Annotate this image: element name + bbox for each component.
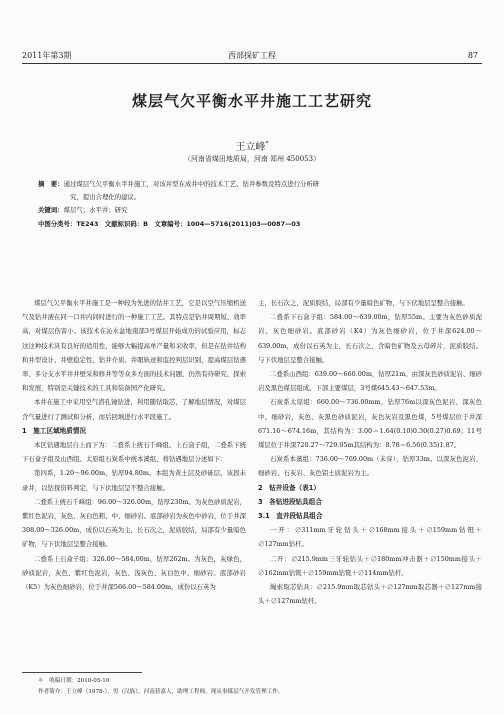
author-footnote-mark: * — [265, 140, 269, 148]
classification-line — [38, 218, 464, 231]
body-column-right — [258, 296, 482, 608]
section-heading: 2 钻井设备（表1） — [258, 483, 320, 492]
body-paragraph: 第四系，1.20～96.00m，钻厚94.80m。本组为黄土层及砂砾层，该段未录井，以钻探资料判定，与下伏地层呈不整合接触。 — [22, 469, 246, 492]
running-header — [22, 49, 482, 63]
body-paragraph: 二叠系上石盒子组：326.00～584.00m，钻厚262m。为灰色，灰绿色，砂质泥岩，灰色、紫红色泥岩，灰色、浅灰色、灰白色中、细砂岩。底部砂岩（K5）为灰色细砂岩，位于井深566.00～584.00m，成份以石英为 — [22, 554, 246, 592]
journal-name: 西部探矿工程 — [228, 51, 276, 60]
body-paragraph: 主，长石次之，泥质胶结，局部有少量暗色矿物，与下伏地层呈整合接触。 — [258, 299, 469, 307]
abstract-label: 摘 要： — [38, 180, 64, 188]
abstract-line-1 — [38, 178, 464, 191]
abstract-text-1: 通过煤层气欠平衡水平井施工，对该井型在成井中的技术工艺、钻井参数及特点进行分析研 — [63, 180, 320, 188]
body-paragraph: 二开：∅215.9mm三牙轮钻头＋∅180mm冲击器＋∅150mm接头＋∅162mm钻铤＋∅159mm钻铤＋∅114mm钻杆。 — [258, 554, 482, 577]
body-column-left — [22, 296, 246, 594]
keywords-text: 煤层气；水平井；研究 — [63, 206, 128, 214]
abstract-line-2: 究，提出合理化的建议。 — [70, 193, 141, 201]
body-paragraph: 绳索取芯钻具：∅215.9mm取芯钻头＋∅127mm取芯器＋∅127mm接头＋∅127mm钻杆。 — [258, 583, 482, 606]
body-paragraph: 二叠系下石盒子组：584.00～639.00m，钻厚55m。主要为灰色砂质泥岩、灰色细砂岩。底部砂岩（K4）为灰色细砂岩，位于井深624.00～639.00m，成份以石英为主，长石次之，含暗色矿物及云母碎片，泥质胶结。与下伏地层呈整合接触。 — [258, 313, 482, 364]
body-paragraph: 石炭系太原组：660.00～736.00mm，钻厚76m以深灰色泥岩、深灰色中、细砂岩，灰色、灰黑色砂质泥岩，灰色灰岩及黑色煤，5号煤层位于井深671.16～674.16m，其结构为：3.00＝1.64(0.10)0.30(0.27)0.69；11号煤层位于井深720.27～729.05m其结构为：8.78＝6.56(0.35)1.87。 — [258, 398, 482, 450]
keywords-line — [38, 204, 464, 217]
body-paragraph: 石炭系本溪组：736.00～769.00m（未穿），钻厚33m。以深灰色泥岩、细砂岩、石灰岩、灰色铝土质泥岩为主。 — [258, 455, 482, 478]
body-paragraph: 二叠系山西组：639.00～660.00m，钻厚21m。由深灰色砂质泥岩、细砂岩及黑色煤层组成。下部主要煤层，3号煤645.43～647.53m。 — [258, 370, 482, 393]
classification-text: 中图分类号：TE243 文献标识码：B 文章编号：1004—5716(2011)03—0087—03 — [38, 220, 301, 228]
body-paragraph: 煤层气欠平衡水平井施工是一种较为先进的钻井工艺，它是以空气压缩机送气及钻井液在同一口井内同时进行的一种施工工艺。其特点是钻井周期短、效率高，对煤层伤害小。该技术在沁水盆地南部3号煤层开始成功的试验应用，标志这这种技术具有良好的适用性，能够大幅提高单产量和采收率，但是在钻井结构和井型设计、井壁稳定性、钻井介质、井眼轨迹和监控判层识别、提高煤层钻遇率、多分支水平井井壁采和修井等等众多方面的技术问题，仍然有待研究、探索和发展，特别是关键技术的工具和装备国产化研究。 — [22, 299, 246, 393]
body-paragraph: 一开：∅311mm牙轮钻头＋∅168mm接头＋∅159mm钻铤＋∅127mm钻杆。 — [258, 526, 482, 549]
section-heading: 3 各钻进段钻具组合 — [258, 497, 322, 506]
footnote-author-bio: 作者简介：王立峰（1978-），男（汉族），河南获嘉人，助理工程师，现从事煤层气开发管理工作。 — [38, 689, 284, 695]
body-paragraph: 二叠系上统石千峰组：96.00～326.00m，钻厚230m。为灰色砂质泥岩，紫红色泥岩，灰色、灰白色粗、中、细砂岩。底部砂岩为灰色中砂岩，位于井深308.00～326.00m，成份以石英为主，长石次之，泥质胶结，局部有少量暗色矿物，与下伏地层呈整合接触。 — [22, 497, 246, 549]
page-number: 87 — [467, 51, 478, 60]
affiliation: （河南省煤田地质局，河南 郑州 450053） — [183, 155, 321, 163]
author-text: 王立峰 — [235, 142, 266, 153]
issue-label: 2011年第3期 — [22, 51, 72, 60]
header-rule — [22, 63, 482, 64]
body-paragraph: 本井在施工中采用空气潜孔锤钻进，利用随钻取芯，了解地层情况，对煤层含气量进行了测试和分析，而后回填进行水平段施工。 — [22, 398, 246, 421]
footnote-received: ＊ 收稿日期：2010-05-10 — [38, 678, 110, 684]
author-name — [0, 138, 504, 153]
section-heading: 1 施工区域地质情况 — [22, 426, 86, 435]
keywords-label: 关键词： — [38, 206, 64, 214]
footnote-rule — [22, 672, 142, 673]
section-heading: 3.1 直井段钻具组合 — [258, 512, 323, 521]
body-paragraph: 本区钻遇地层自上而下为：二叠系上统石千峰组、上石盒子组，二叠系下统下石盒子组及山西组、太原组石炭系中统本溪组，将钻遇地层分述如下： — [22, 441, 246, 464]
article-title: 煤层气欠平衡水平井施工工艺研究 — [131, 92, 372, 110]
